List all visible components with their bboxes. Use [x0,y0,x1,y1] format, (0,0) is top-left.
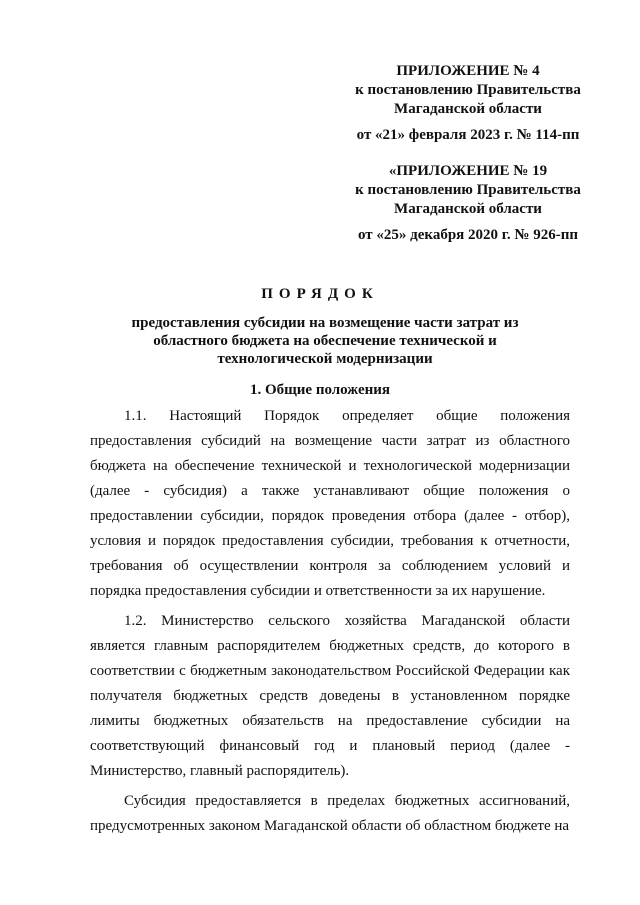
paragraph-1-2: 1.2. Министерство сельского хозяйства Магаданской области является главным распорядителем бюджетных средств, до которого в соответствии с бюджетным законодательством Российской Федерации как получателя бюджетных средств доведены в установленном порядке лимиты бюджетных обязательств на предоставление субсидии на соответствующий финансовый год и плановый период (далее - Министерство, главный распорядитель). [90,613,570,779]
paragraph-1-1: 1.1. Настоящий Порядок определяет общие положения предоставления субсидий на возмещение части затрат из областного бюджета на обеспечение технической и технологической модернизации (далее - субсидия) а также устанавливают общие положения о предоставлении субсидии, порядок проведения отбора (далее - отбор), условия и порядок предоставления субсидии, требования к отчетности, требования об осуществлении контроля за соблюдением условий и порядка предоставления субсидии и ответственности за их нарушение. [90,408,570,599]
paragraph-subsidy: Субсидия предоставляется в пределах бюджетных ассигнований, предусмотренных законом Магаданской области об областном бюджете на [90,793,570,834]
annex-previous-subtitle: к постановлению Правительства Магаданской области [355,182,581,217]
document-title: ПОРЯДОК [261,286,379,302]
annex-current-header [318,62,618,145]
section-title: 1. Общие положения [249,382,391,398]
annex-previous-title: «ПРИЛОЖЕНИЕ № 19 [388,163,548,179]
annex-previous-date: от «25» декабря 2020 г. № 926-пп [357,227,578,243]
annex-current-date: от «21» февраля 2023 г. № 114-пп [356,127,580,143]
document-subtitle: предоставления субсидии на возмещение части затрат из областного бюджета на обеспечение технической и технологической модернизации [131,315,519,367]
annex-current-title: ПРИЛОЖЕНИЕ № 4 [396,63,540,79]
section-body [90,404,570,839]
annex-current-subtitle: к постановлению Правительства Магаданской области [355,82,581,117]
annex-previous-header [318,162,618,245]
